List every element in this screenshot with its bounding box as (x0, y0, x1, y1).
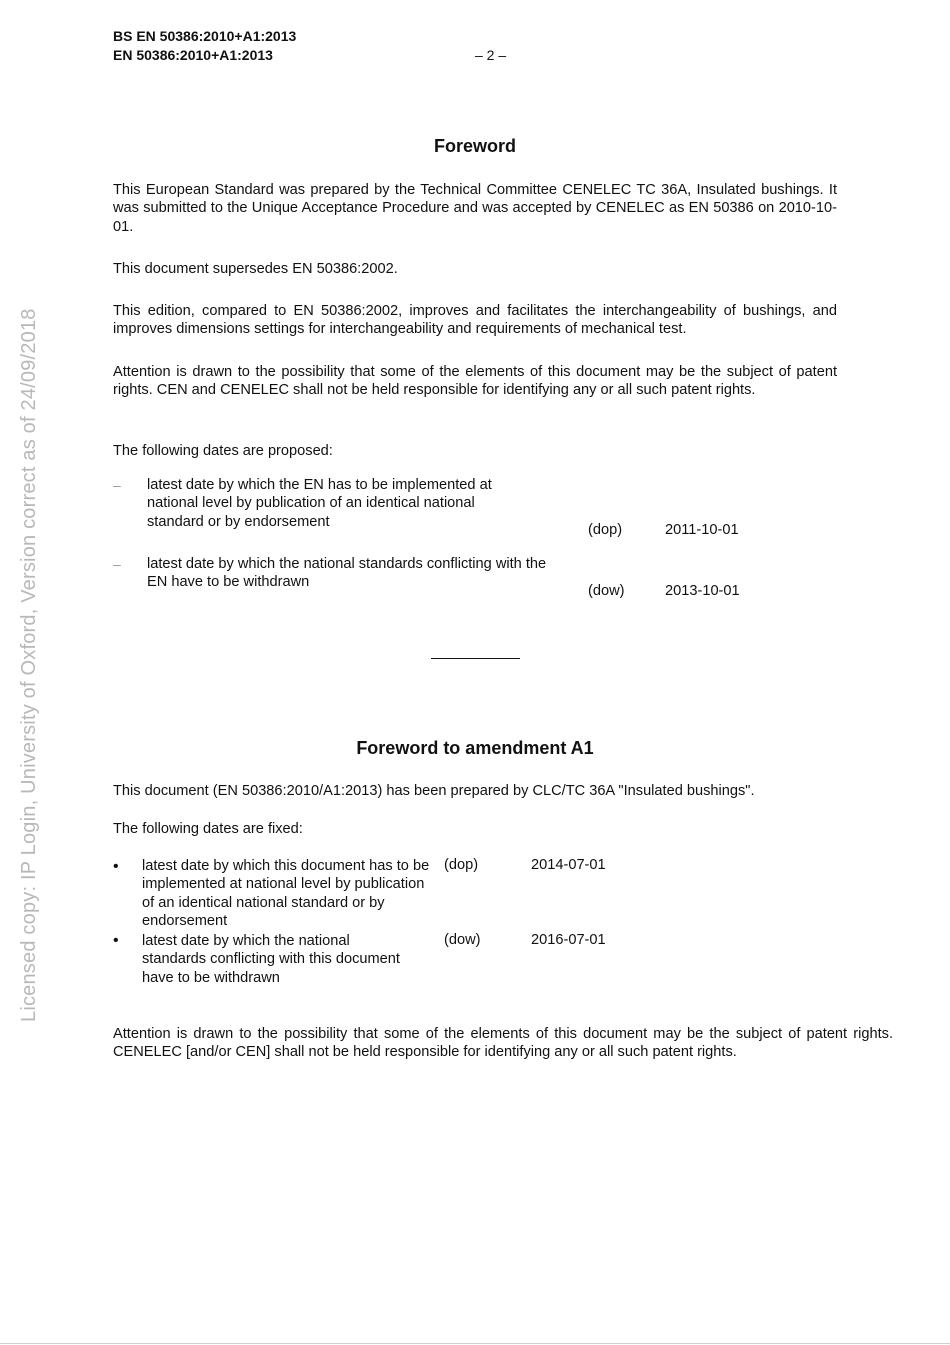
list-marker: • (113, 858, 119, 875)
page-number: – 2 – (475, 47, 507, 63)
document-id-bs: BS EN 50386:2010+A1:2013 (113, 28, 297, 44)
foreword-paragraph: This edition, compared to EN 50386:2002, improves and facilitates the interchangeability of bushings, and improves dimensions settings for interchangeability and requirements of mechanical test. (113, 303, 837, 338)
date-value: 2016-07-01 (531, 932, 606, 948)
date-value: 2014-07-01 (531, 857, 606, 873)
date-item-text: latest date by which this document has to be implemented at national level by publication of an identical national standard or by endorsement (142, 858, 430, 930)
foreword-paragraph: This European Standard was prepared by the Technical Committee CENELEC TC 36A, Insulated bushings. It was submitted to the Unique Acceptance Procedure and was accepted by CENELEC as EN 50386 on 2010-10-01. (113, 182, 837, 235)
amendment-title: Foreword to amendment A1 (356, 738, 594, 758)
date-item-text: latest date by which the national standards conflicting with the EN have to be withdrawn (147, 556, 547, 591)
date-code: (dop) (444, 857, 479, 873)
date-code: (dow) (588, 583, 625, 599)
amendment-attention: Attention is drawn to the possibility that some of the elements of this document may be the subject of patent rights. CENELEC [and/or CEN] shall not be held responsible for identifying any or all such patent rights. (113, 1026, 893, 1061)
list-marker: • (113, 932, 119, 949)
foreword-title: Foreword (433, 136, 516, 156)
date-item-text: latest date by which the EN has to be implemented at national level by publication of an identical national standard or by endorsement (147, 477, 492, 530)
date-item-text: latest date by which the national standards conflicting with this document have to be withdrawn (142, 933, 400, 986)
list-marker: – (113, 556, 121, 572)
list-marker: – (113, 477, 121, 493)
amendment-intro: This document (EN 50386:2010/A1:2013) has been prepared by CLC/TC 36A "Insulated bushings". (113, 783, 755, 799)
date-code: (dop) (588, 522, 623, 538)
foreword-paragraph: The following dates are proposed: (113, 443, 333, 459)
section-divider (431, 658, 520, 659)
date-value: 2013-10-01 (665, 583, 740, 599)
date-code: (dow) (444, 932, 481, 948)
page-bottom-edge (0, 1343, 950, 1344)
document-id-en: EN 50386:2010+A1:2013 (113, 47, 273, 63)
foreword-paragraph: Attention is drawn to the possibility that some of the elements of this document may be the subject of patent rights. CEN and CENELEC shall not be held responsible for identifying any or all such patent rights. (113, 364, 837, 399)
foreword-paragraph: This document supersedes EN 50386:2002. (113, 261, 398, 277)
date-value: 2011-10-01 (665, 522, 739, 538)
license-watermark: Licensed copy: IP Login, University of Oxford, Version correct as of 24/09/2018 (18, 308, 40, 1022)
amendment-dates-intro: The following dates are fixed: (113, 821, 303, 837)
